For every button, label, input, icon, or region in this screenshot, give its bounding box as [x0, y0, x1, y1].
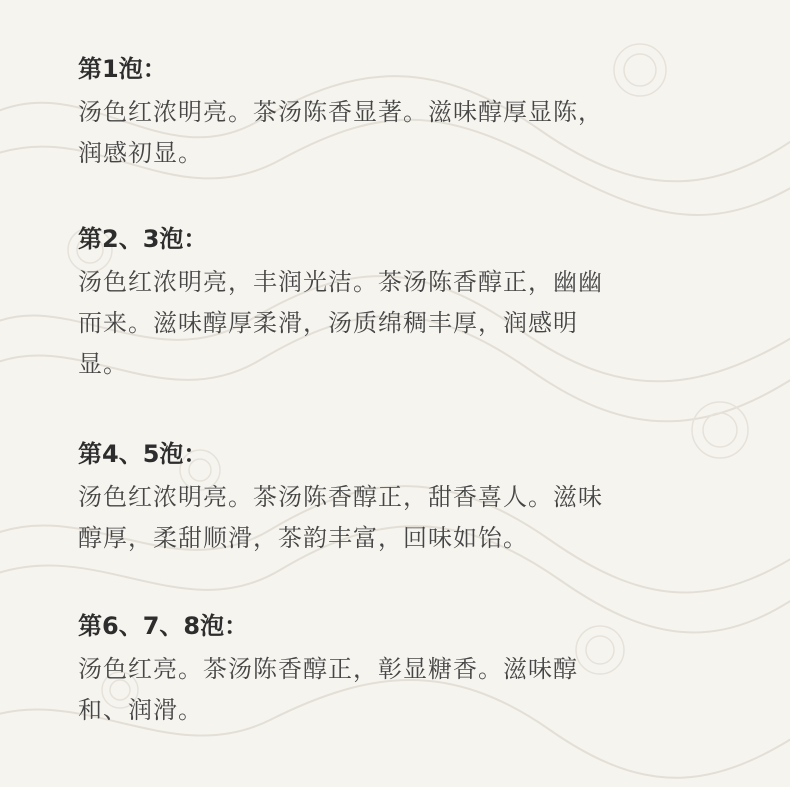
body-line: 和、润滑。 — [78, 696, 203, 724]
body-line: 而来。滋味醇厚柔滑，汤质绵稠丰厚，润感明 — [78, 309, 578, 337]
section-body — [78, 649, 718, 731]
body-line: 显。 — [78, 350, 128, 378]
section-infusion-1 — [78, 52, 768, 174]
body-line: 润感初显。 — [78, 139, 203, 167]
section-body — [78, 262, 718, 385]
section-heading: 第6、7、8泡： — [78, 612, 249, 640]
top-cropped-text-fragment — [510, 0, 720, 4]
section-heading: 第1泡： — [78, 55, 167, 83]
body-line: 汤色红浓明亮。茶汤陈香醇正，甜香喜人。滋味 — [78, 483, 603, 511]
section-infusion-2-3 — [78, 222, 768, 385]
body-line: 醇厚，柔甜顺滑，茶韵丰富，回味如饴。 — [78, 524, 528, 552]
section-heading: 第4、5泡： — [78, 440, 208, 468]
body-line: 汤色红亮。茶汤陈香醇正，彰显糖香。滋味醇 — [78, 655, 578, 683]
section-heading: 第2、3泡： — [78, 225, 208, 253]
section-infusion-4-5 — [78, 437, 768, 559]
body-line: 汤色红浓明亮，丰润光洁。茶汤陈香醇正，幽幽 — [78, 268, 603, 296]
section-body — [78, 92, 718, 174]
section-body — [78, 477, 718, 559]
section-infusion-6-7-8 — [78, 609, 768, 731]
body-line: 汤色红浓明亮。茶汤陈香显著。滋味醇厚显陈， — [78, 98, 603, 126]
